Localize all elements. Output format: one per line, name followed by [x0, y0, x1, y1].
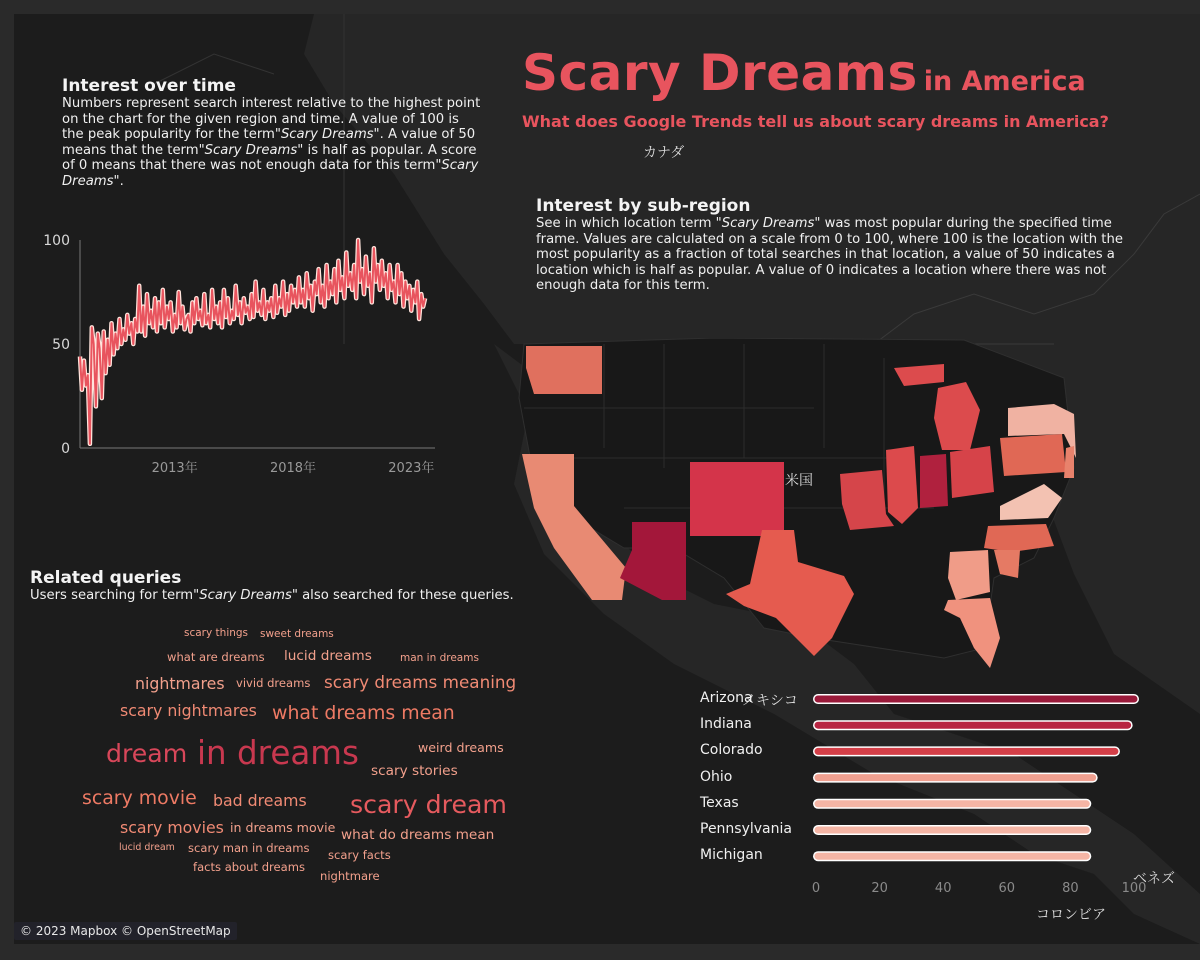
- related-query-word[interactable]: man in dreams: [400, 652, 479, 664]
- label-venezuela: ベネズ: [1133, 871, 1175, 887]
- interest-by-subregion-heading: Interest by sub-region: [536, 196, 751, 216]
- related-query-word[interactable]: nightmares: [135, 674, 225, 693]
- state-north-carolina: [984, 524, 1054, 552]
- bar-category-label: Indiana: [700, 716, 752, 733]
- bar-category-label: Ohio: [700, 768, 733, 785]
- interest-by-subregion-panel: [536, 196, 1136, 294]
- interest-over-time-description: Numbers represent search interest relative to the highest point on the chart for the given region and time. A value of 100 is the peak popularity for the term"Scary Dreams". A value of 50 means that the term"Scary Dreams" is half as popular. A score of 0 means that there was not enough data for this term"Scary Dreams".: [62, 96, 481, 189]
- bar-category-label: Michigan: [700, 847, 763, 864]
- bar-category-label: Arizona: [700, 690, 753, 706]
- related-query-word[interactable]: scary things: [184, 627, 249, 639]
- bar-category-label: Colorado: [700, 742, 763, 759]
- related-query-word[interactable]: lucid dream: [119, 842, 175, 853]
- x-tick-label: 40: [934, 881, 952, 896]
- x-tick-label: 80: [1062, 881, 1079, 896]
- related-query-word[interactable]: scary man in dreams: [188, 841, 310, 855]
- related-query-word[interactable]: in dreams: [197, 734, 359, 772]
- x-tick-label: 0: [811, 881, 821, 896]
- related-query-word[interactable]: scary dream: [350, 790, 507, 819]
- related-query-word[interactable]: lucid dreams: [284, 648, 372, 664]
- related-query-word[interactable]: scary movies: [120, 818, 224, 837]
- us-state-map: [514, 338, 1094, 678]
- related-queries-heading: Related queries: [30, 568, 182, 588]
- bar-category-label: Pennsylvania: [700, 821, 792, 837]
- related-query-word[interactable]: bad dreams: [213, 791, 307, 810]
- map-attribution[interactable]: © 2023 Mapbox © OpenStreetMap: [14, 922, 237, 940]
- x-tick-label: 2018年: [269, 461, 317, 476]
- related-query-word[interactable]: what dreams mean: [272, 702, 455, 724]
- state-ohio: [950, 446, 994, 498]
- interest-by-subregion-description: See in which location term "Scary Dreams" was most popular during the specified time frame. Values are calculated on a scale from 0 to 100, where 100 is the location with the most popularity as a fraction of total searches in that location, a value of 50 indicates a location which is half as popular. A value of 0 indicates a location where there was not enough data for this term.: [536, 216, 1123, 293]
- label-mexico: メキシコ: [742, 693, 798, 709]
- x-tick-label: 2013年: [151, 461, 198, 476]
- state-illinois: [886, 446, 918, 524]
- y-tick-label: 100: [43, 233, 70, 249]
- related-query-word[interactable]: what do dreams mean: [341, 827, 495, 843]
- x-tick-label: 100: [1121, 881, 1147, 896]
- interest-over-time-heading: Interest over time: [62, 76, 236, 96]
- related-queries-description: Users searching for term"Scary Dreams" also searched for these queries.: [30, 588, 514, 603]
- title-suffix-text: in America: [923, 66, 1086, 97]
- related-query-word[interactable]: what are dreams: [167, 650, 265, 664]
- related-query-word[interactable]: scary stories: [371, 763, 458, 779]
- state-colorado: [690, 462, 784, 536]
- bar-category-label: Texas: [700, 794, 739, 811]
- related-query-word[interactable]: dream: [106, 739, 188, 768]
- state-indiana: [920, 454, 948, 508]
- y-tick-label: 0: [61, 441, 70, 457]
- related-query-word[interactable]: nightmare: [320, 869, 380, 883]
- dashboard-subtitle: What does Google Trends tell us about scary dreams in America?: [522, 112, 1109, 131]
- state-pennsylvania: [1000, 434, 1066, 476]
- related-query-word[interactable]: sweet dreams: [260, 628, 334, 640]
- related-query-word[interactable]: facts about dreams: [193, 860, 305, 874]
- dashboard-title: [522, 44, 1086, 102]
- related-queries-word-cloud: [0, 0, 600, 900]
- related-query-word[interactable]: scary movie: [82, 787, 197, 809]
- x-tick-label: 20: [871, 881, 888, 896]
- related-query-word[interactable]: scary nightmares: [120, 701, 257, 720]
- state-georgia: [948, 550, 990, 600]
- related-query-word[interactable]: scary dreams meaning: [324, 672, 517, 692]
- related-query-word[interactable]: vivid dreams: [236, 676, 311, 690]
- x-tick-label: 60: [998, 881, 1016, 896]
- title-main-text: Scary Dreams: [522, 44, 918, 102]
- related-query-word[interactable]: scary facts: [328, 848, 391, 862]
- label-usa: 米国: [785, 473, 813, 489]
- y-tick-label: 50: [52, 337, 70, 353]
- label-canada: カナダ: [643, 145, 685, 161]
- related-query-word[interactable]: weird dreams: [418, 740, 504, 755]
- related-query-word[interactable]: in dreams movie: [230, 820, 336, 835]
- interest-by-subregion-bar-chart: [800, 686, 1150, 900]
- x-tick-label: 2023年: [388, 461, 435, 476]
- label-colombia: コロンビア: [1036, 907, 1106, 923]
